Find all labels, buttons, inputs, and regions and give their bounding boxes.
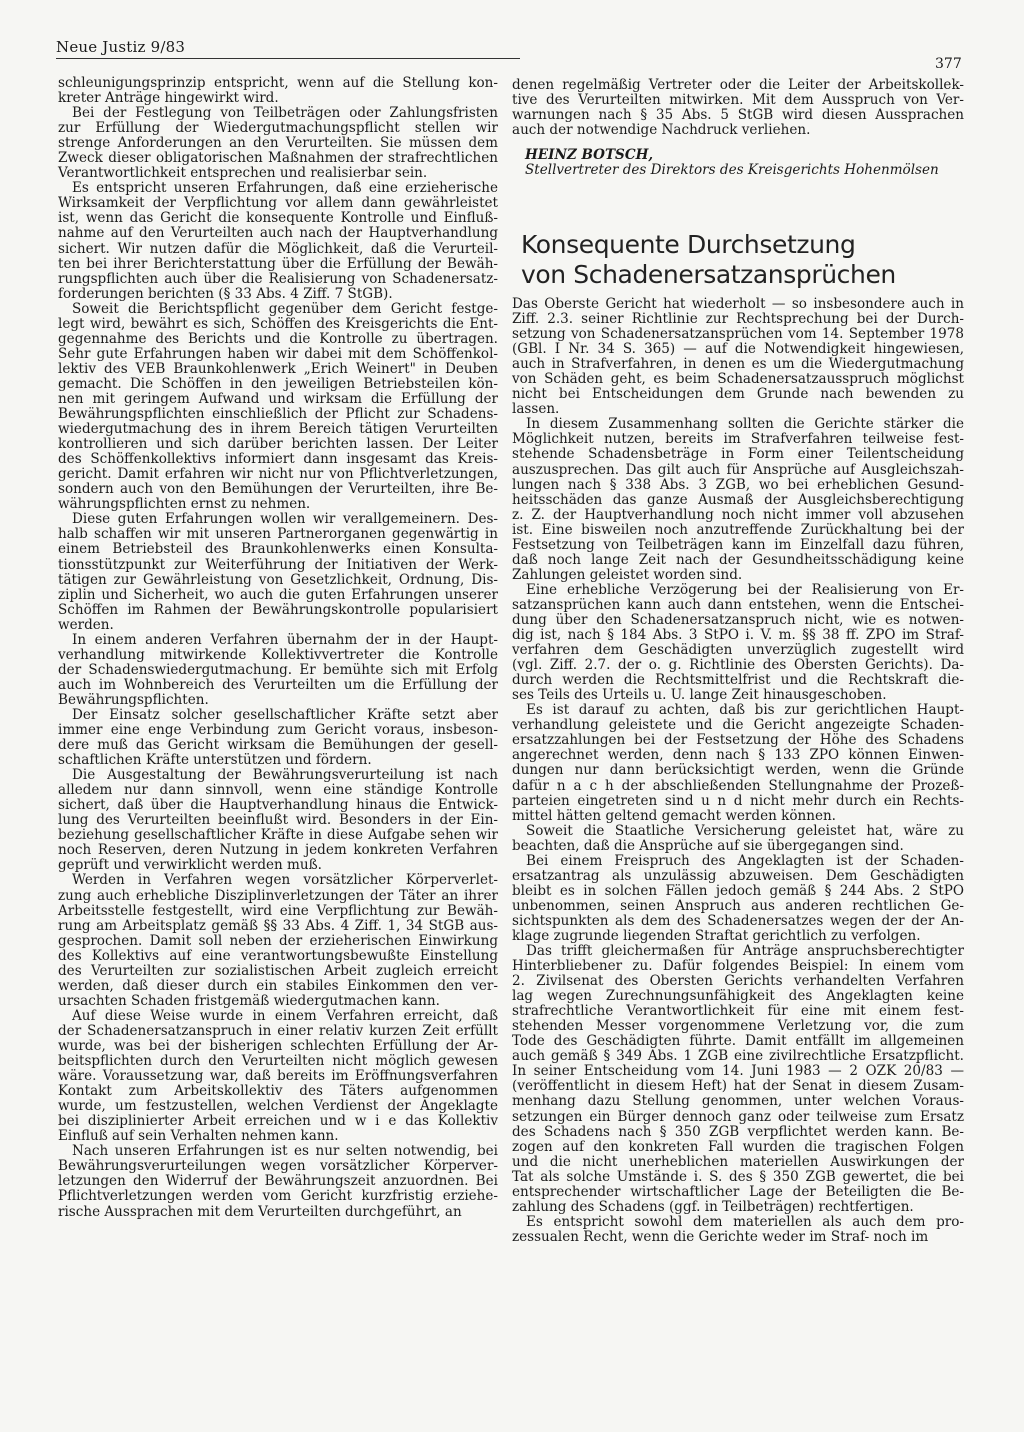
text-line: ziplin und Sicherheit, wo auch die guten Erfahrungen unserer [58,586,498,603]
text-line: wäre. Voraussetzung war, daß bereits im Eröffnungsverfahren [58,1068,498,1085]
journal-header: Neue Justiz 9/83 [56,38,186,56]
paragraph [512,703,964,823]
text-line: lung des Verurteilten beeinflußt wird. Besonders in der Ein- [58,812,498,829]
text-line: warnungen nach § 35 Abs. 5 StGB wird diesen Aussprachen [512,107,964,124]
paragraph [58,708,498,768]
right-column-body [512,297,964,1245]
text-line: alledem nur dann sinnvoll, wenn eine ständige Kontrolle [58,782,498,799]
text-line: von Schäden geht, es beim Schadenersatzausspruch möglichst [512,371,964,388]
text-line: zur Erfüllung der Wiedergutmachungspflicht stellen wir [58,120,498,137]
text-line: ersatzantrag als unzulässig abzuweisen. Dem Geschädigten [512,867,964,884]
paragraph [58,768,498,873]
paragraph [58,302,498,513]
text-line: gericht. Damit erfahren wir nicht nur von Pflichtverletzungen, [58,466,498,483]
text-line: ursachten Schaden fristgemäß wiedergutmachen kann. [58,992,440,1009]
text-line: lungen nach § 338 Abs. 3 ZGB, wo bei erheblichen Gesund- [512,476,964,493]
text-line: Es ist darauf zu achten, daß bis zur gerichtlichen Haupt- [526,702,964,719]
text-line: nahme auf den Verurteilten auch nach der Hauptverhandlung [58,225,498,242]
text-line: (GBl. I Nr. 34 S. 365) — auf die Notwendigkeit hingewiesen, [512,341,964,358]
text-line: Bewährungsverurteilungen wegen vorsätzlicher Körperver- [58,1158,498,1175]
text-line: Diese guten Erfahrungen wollen wir verallgemeinern. Des- [72,511,498,528]
text-line: der Schadenswiedergutmachung. Er bemühte sich mit Erfolg [58,661,498,678]
text-line: rung am Arbeitsplatz gemäß §§ 33 Abs. 4 Ziff. 1, 34 StGB aus- [58,917,498,934]
text-line: Zweck dieser obligatorischen Maßnahmen der strafrechtlichen [58,150,498,167]
text-line: gemacht. Die Schöffen in den jeweiligen Betriebsteilen kön- [58,375,498,392]
text-line: rische Aussprachen mit dem Verurteilten durchgeführt, an [58,1203,462,1220]
text-line: Festsetzung von Teilbeträgen kann im Einzelfall dazu führen, [512,536,964,553]
text-line: Tat als solche Umstände i. S. des § 350 ZGB gewertet, die bei [512,1168,964,1185]
text-line: dungen nur dann berücksichtigt werden, wenn die Gründe [512,762,964,779]
article-title-line-1: Konsequente Durchsetzung [521,230,856,259]
text-line: strafrechtliche Verantwortlichkeit für eine mit einem fest- [512,1003,964,1020]
paragraph [58,1144,498,1219]
text-line: Schöffen im Rahmen der Bewährungskontrolle popularisiert [58,601,498,618]
text-line: Verantwortlichkeit entsprechen und realisierbar sein. [58,165,428,182]
text-line: ersatzzahlungen bei der Festsetzung der Höhe des Schadens [512,732,964,749]
page-number: 377 [935,56,962,72]
paragraph [58,76,498,106]
text-line: gegennahme des Berichts und die Kontrolle zu übertragen. [58,330,498,347]
text-line: In seiner Entscheidung vom 14. Juni 1983 — 2 OZK 20/83 — [512,1063,964,1080]
paragraph [58,873,498,1008]
paragraph [58,633,498,708]
text-line: verhandlung geleistete und die Gericht angezeigte Schaden- [512,717,964,734]
signature-role: Stellvertreter des Direktors des Kreisgerichts Hohenmölsen [525,162,939,179]
text-line: Tode des Geschädigten führte. Damit entfällt im allgemeinen [512,1033,964,1050]
text-line: Sehr gute Erfahrungen haben wir dabei mit dem Schöffenkol- [58,345,498,362]
text-line: beachten, daß die Ansprüche auf sie übergegangen sind. [512,837,904,854]
text-line: Nach unseren Erfahrungen ist es nur selten notwendig, bei [72,1143,498,1160]
text-line: Hinterbliebener zu. Dafür folgendes Beispiel: In einem vom [512,958,964,975]
paragraph [512,944,964,1215]
text-line: z. Z. der Hauptverhandlung noch nicht immer voll abzusehen [512,506,964,523]
text-line: In einem anderen Verfahren übernahm der in der Haupt- [72,631,498,648]
text-line: lektiv des VEB Braunkohlenwerk „Erich Weinert" in Deuben [58,360,498,377]
text-line: sichtspunkten als dem des Schadenersatzes wegen der der An- [512,912,964,929]
text-line: ist, wenn das Gericht die konsequente Kontrolle und Einfluß- [58,210,498,227]
text-line: verhandlung mitwirkende Kollektivvertreter die Kontrolle [58,646,498,663]
text-line: beitspflichten durch den Verurteilten nicht möglich gewesen [58,1053,498,1070]
text-line: bei disziplinierter Arbeit erreichen und w i e das Kollektiv [58,1113,498,1130]
paragraph [512,297,964,417]
text-line: Soweit die Staatliche Versicherung geleistet hat, wäre zu [526,822,964,839]
text-line: geprüft und verwirklicht werden muß. [58,857,322,874]
text-line: kontrollieren und sich darüber berichten lassen. Der Leiter [58,436,498,453]
paragraph [512,78,964,138]
text-line: mittel hätten geltend gemacht werden können. [512,807,836,824]
text-line: immer eine enge Verbindung zum Gericht voraus, insbeson- [58,722,498,739]
text-line: der Schadenersatzanspruch in einer relativ kurzen Zeit erfüllt [58,1022,498,1039]
text-line: tionsstützpunkt zur Weiterführung der Initiativen der Werk- [58,556,498,573]
text-line: sichert. Wir nutzen dafür die Möglichkeit, daß die Verurteil- [58,240,498,257]
text-line: ses Teils des Urteils u. U. lange Zeit hinausgeschoben. [512,687,887,704]
text-line: Zahlungen geleistet worden sind. [512,566,743,583]
text-line: strenge Anforderungen an den Verurteilten. Sie müssen dem [58,135,498,152]
paragraph [58,106,498,181]
text-line: angerechnet werden, denn nach § 133 ZPO können Einwen- [512,747,964,764]
text-line: Eine erhebliche Verzögerung bei der Realisierung von Er- [526,581,964,598]
signature-name: HEINZ BOTSCH, [525,147,654,163]
text-line: sondern auch von den Bemühungen der Verurteilten, ihre Be- [58,481,498,498]
text-line: sichert, daß über die Hauptverhandlung hinaus die Entwick- [58,797,498,814]
paragraph [512,583,964,703]
text-line: des Verurteilten zur sozialistischen Arbeit zugleich erreicht [58,962,498,979]
text-line: 2. Zivilsenat des Obersten Gerichts verhandelten Verfahren [512,973,964,990]
text-line: werden, daß dieser durch ein stabiles Einkommen den ver- [58,977,498,994]
text-line: dig ist, nach § 184 Abs. 3 StPO i. V. m. §§ 38 ff. ZPO im Straf- [512,627,964,644]
text-line: denen regelmäßig Vertreter oder die Leiter der Arbeitskollek- [512,77,964,93]
text-line: Werden in Verfahren wegen vorsätzlicher Körperverlet- [72,872,498,889]
paragraph [512,854,964,944]
text-line: In diesem Zusammenhang sollten die Gerichte stärker die [526,416,964,433]
text-line: Bewährungspflichten einschließlich der Pflicht zur Schadens- [58,406,498,423]
text-line: Kontakt zum Arbeitskollektiv des Täters aufgenommen [58,1083,498,1100]
text-line: dere muß das Gericht wirksam die Bemühungen der gesell- [58,737,498,754]
text-line: Wirksamkeit der Verpflichtung vor allem dann gewährleistet [58,195,498,212]
text-line: unbenommen, seinen Anspruch aus anderen rechtlichen Ge- [512,897,964,914]
text-line: Bei der Festlegung von Teilbeträgen oder Zahlungsfristen [72,105,498,122]
text-line: auch im Wohnbereich des Verurteilten um die Erfüllung der [58,676,498,693]
text-line: auch der notwendige Nachdruck verliehen. [512,122,811,139]
text-line: des Kollektivs auf eine verantwortungsbewußte Einstellung [58,947,498,964]
text-line: Es entspricht sowohl dem materiellen als auch dem pro- [526,1213,964,1230]
header-rule [56,58,520,59]
left-column [58,76,498,1220]
text-line: heitsschäden das ganze Ausmaß der Ausgleichsberechtigung [512,491,964,508]
text-line: nen mit geringem Aufwand und wirksam die Erfüllung der [58,390,498,407]
text-line: rungspflichten auch über die Realisierung von Schadenersatz- [58,270,498,287]
text-line: (veröffentlicht in diesem Heft) hat der Senat in diesem Zusam- [512,1078,964,1095]
paragraph [58,181,498,301]
text-line: schaftlichen Kräfte unterstützen und fördern. [58,752,372,769]
text-line: Möglichkeit nutzen, bereits im Strafverfahren teilweise fest- [512,431,964,448]
text-line: Ziff. 2.3. seiner Richtlinie zur Rechtsprechung bei der Durch- [512,311,964,328]
text-line: Soweit die Berichtspflicht gegenüber dem Gericht festge- [72,300,498,317]
text-line: währungspflichten ernst zu nehmen. [58,496,311,513]
text-line: Das trifft gleichermaßen für Anträge anspruchsberechtigter [526,943,964,960]
text-line: setzungen ein Bürger dennoch ganz oder teilweise zum Ersatz [512,1108,964,1125]
text-line: gesprochen. Damit soll neben der erzieherischen Einwirkung [58,932,498,949]
text-line: durch werden die Rechtsmittelfrist und die Rechtskraft die- [512,672,964,689]
text-line: zung auch erhebliche Disziplinverletzungen der Täter an ihrer [58,887,498,904]
text-line: zessualen Recht, wenn die Gerichte weder im Straf- noch im [512,1228,929,1245]
paragraph [512,417,964,583]
text-line: Bei einem Freispruch des Angeklagten ist der Schaden- [526,852,964,869]
text-line: Arbeitsstelle festgestellt, wird eine Verpflichtung zur Bewäh- [58,902,498,919]
paragraph [58,1009,498,1144]
text-line: dung über den Schadenersatzanspruch nicht, wie es notwen- [512,611,964,628]
text-line: parteien eingetreten sind u n d nicht mehr durch ein Rechts- [512,792,964,809]
paragraph [512,1215,964,1245]
paragraph [512,824,964,854]
text-line: Das Oberste Gericht hat wiederholt — so insbesondere auch in [512,296,964,312]
text-line: zogen auf den konkreten Fall wurden die tragischen Folgen [512,1138,964,1155]
text-line: stehenden Messer vorgenommene Verletzung vor, die zum [512,1018,964,1035]
text-line: des Schadens nach § 350 ZGB verpflichtet werden kann. Be- [512,1123,964,1140]
text-line: Die Ausgestaltung der Bewährungsverurteilung ist nach [72,767,498,784]
text-line: daß noch lange Zeit nach der Gesundheitsschädigung keine [512,551,964,568]
text-line: Pflichtverletzungen werden vom Gericht kurzfristig erziehe- [58,1188,498,1205]
right-column-top [512,78,964,138]
text-line: ist. Eine bisweilen noch anzutreffende Zurückhaltung bei der [512,521,964,538]
text-line: bleibt es in solchen Fällen jedoch gemäß § 244 Abs. 2 StPO [512,882,964,899]
text-line: halb schaffen wir mit unseren Partnerorganen gegenwärtig in [58,526,498,543]
text-line: Einfluß auf sein Verhalten nehmen kann. [58,1128,339,1145]
text-line: werden. [58,616,114,633]
text-line: dafür n a c h der abschließenden Stellungnahme der Prozeß- [512,777,964,794]
text-line: entsprechender wirtschaftlicher Lage der Beteiligten die Be- [512,1183,964,1200]
text-line: verfahren dem Geschädigten unverzüglich zugestellt wird [512,642,964,659]
text-line: noch Reserven, deren Nutzung in jedem konkreten Verfahren [58,842,498,859]
text-line: kreter Anträge hingewirkt wird. [58,90,279,107]
text-line: und die nicht unerheblichen materiellen Auswirkungen der [512,1153,964,1170]
text-line: wurde, was bei der bisherigen schlechten Erfüllung der Ar- [58,1038,498,1054]
article-title-line-2: von Schadenersatzansprüchen [521,260,896,289]
text-line: schleunigungsprinzip entspricht, wenn auf die Stellung kon- [58,75,498,91]
text-line: auch in Strafverfahren, in denen es um die Wiedergutmachung [512,356,964,373]
text-line: zahlung des Schadens (ggf. in Teilbeträgen) rechtfertigen. [512,1198,914,1215]
text-line: beziehung gesellschaftlicher Kräfte in diese Aufgabe sehen wir [58,827,498,844]
text-line: lag wegen Zurechnungsunfähigkeit des Angeklagten keine [512,988,964,1005]
text-line: Bewährungspflichten. [58,691,209,708]
text-line: lassen. [512,401,560,418]
text-line: tätigen zur Gewährleistung von Gesetzlichkeit, Ordnung, Dis- [58,571,498,588]
signature-block [525,148,965,178]
text-line: legt wird, bewährt es sich, Schöffen des Kreisgerichts die Ent- [58,315,498,332]
text-line: klage zugrunde liegenden Straftat gerichtlich zu verfolgen. [512,927,921,944]
text-line: satzansprüchen kann auch dann entstehen, wenn die Entschei- [512,596,964,613]
text-line: einem Betriebsteil des Braunkohlenwerks einen Konsulta- [58,541,498,558]
text-line: Der Einsatz solcher gesellschaftlicher Kräfte setzt aber [72,706,498,723]
text-line: ten bei ihrer Berichterstattung über die Erfüllung der Bewäh- [58,255,498,272]
text-line: tive des Verurteilten mitwirken. Mit dem Ausspruch von Ver- [512,92,964,109]
article-title [521,230,961,290]
text-line: forderungen berichten (§ 33 Abs. 4 Ziff. 7 StGB). [58,285,393,302]
text-line: setzung von Schadenersatzansprüchen vom 14. September 1978 [512,326,964,343]
text-line: stehende Schadensbeträge in Form einer Teilentscheidung [512,446,964,463]
text-line: Es entspricht unseren Erfahrungen, daß eine erzieherische [72,180,498,197]
paragraph [58,512,498,632]
text-line: nicht bei Entscheidungen dem Grunde nach bewenden zu [512,386,964,403]
text-line: letzungen den Widerruf der Bewährungszeit anzuordnen. Bei [58,1173,498,1190]
text-line: menhang dazu Stellung genommen, unter welchen Voraus- [512,1093,964,1110]
text-line: auszusprechen. Das gilt auch für Ansprüche auf Ausgleichszah- [512,461,964,478]
text-line: wiedergutmachung des in ihrem Bereich tätigen Verurteilten [58,421,498,438]
text-line: auch gemäß § 349 Abs. 1 ZGB eine zivilrechtliche Ersatzpflicht. [512,1048,964,1065]
text-line: Auf diese Weise wurde in einem Verfahren erreicht, daß [72,1007,498,1024]
text-line: des Schöffenkollektivs informiert dann insgesamt das Kreis- [58,451,498,468]
text-line: wurde, um festzustellen, welchen Verdienst der Angeklagte [58,1098,498,1115]
text-line: (vgl. Ziff. 2.7. der o. g. Richtlinie des Obersten Gerichts). Da- [512,657,964,674]
